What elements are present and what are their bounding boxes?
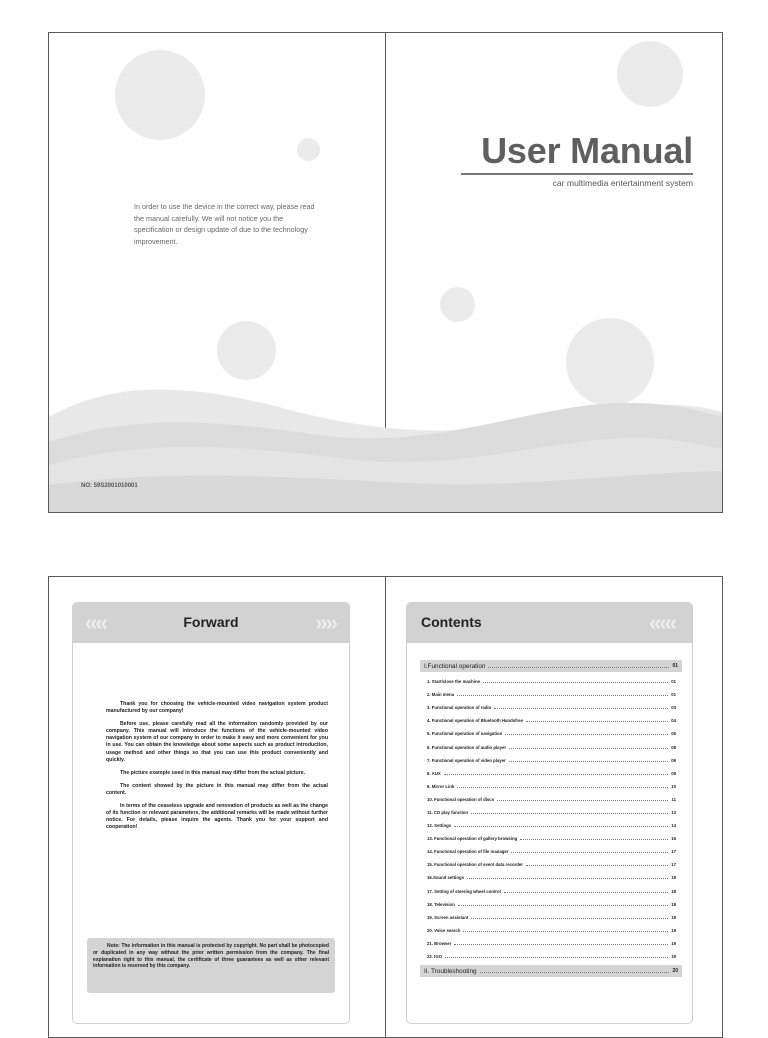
toc-leader (467, 878, 668, 879)
cover-spread (48, 32, 723, 513)
forward-paragraph: The content showed by the picture in this manual may differ from the actual content. (106, 782, 328, 796)
toc-item[interactable] (420, 714, 682, 727)
toc-leader (511, 852, 668, 853)
toc-item[interactable] (420, 806, 682, 819)
toc-item-label: 2. Main menu (427, 692, 455, 698)
toc-page: 10 (671, 783, 676, 789)
toc-section[interactable] (420, 660, 682, 672)
toc-leader (520, 839, 668, 840)
toc-section-label: II. Troubleshooting (424, 967, 477, 975)
toc-leader (497, 800, 668, 801)
toc-item[interactable] (420, 675, 682, 688)
toc-leader (509, 761, 668, 762)
toc-page: 01 (671, 679, 676, 685)
decor-circle (217, 321, 276, 380)
toc-items (420, 675, 682, 963)
toc-page: 08 (671, 744, 676, 750)
cover-subtitle: car multimedia entertainment system (552, 178, 693, 188)
forward-paragraph: The picture example used in this manual may differ from the actual picture. (120, 769, 306, 776)
toc-leader (457, 787, 668, 788)
toc-page: 18 (671, 875, 676, 881)
toc-item-label: 12. Settings (427, 823, 452, 829)
toc-leader (458, 905, 668, 906)
toc-item[interactable] (420, 832, 682, 845)
toc-item-label: 7. Functional operation of video player (427, 757, 506, 763)
toc-item[interactable] (420, 767, 682, 780)
toc-page: 13 (671, 809, 676, 815)
toc-page: 06 (671, 731, 676, 737)
inner-spread (48, 576, 723, 1038)
toc-leader (505, 734, 668, 735)
toc-page: 01 (671, 692, 676, 698)
decor-circle (617, 41, 683, 107)
toc-page: 04 (671, 718, 676, 724)
toc-item-label: 15. Functional operation of event data recorder (427, 862, 523, 868)
toc-item[interactable] (420, 793, 682, 806)
contents-header (407, 603, 692, 643)
toc-item[interactable] (420, 688, 682, 701)
toc-item[interactable] (420, 950, 682, 963)
toc-leader (483, 682, 668, 683)
toc-item[interactable] (420, 754, 682, 767)
toc-page: 17 (671, 862, 676, 868)
toc-leader (488, 667, 669, 668)
contents-list (420, 660, 682, 980)
toc-page: 16 (671, 836, 676, 842)
toc-leader (494, 708, 668, 709)
toc-page: 19 (671, 954, 676, 960)
toc-item-label: 9. Mirror Link (427, 783, 455, 789)
toc-leader (445, 957, 668, 958)
contents-title: Contents (421, 614, 482, 630)
toc-item-label: 20. Voice search (427, 927, 461, 933)
cover-title: User Manual (481, 130, 693, 171)
toc-item-label: 5. Functional operation of navigation (427, 731, 503, 737)
toc-page: 18 (671, 901, 676, 907)
forward-body (106, 701, 328, 837)
toc-page: 20 (672, 968, 678, 975)
toc-item[interactable] (420, 701, 682, 714)
toc-leader (471, 918, 668, 919)
toc-item[interactable] (420, 819, 682, 832)
toc-item-label: 8. AUX (427, 770, 441, 776)
toc-leader (509, 748, 668, 749)
toc-leader (526, 721, 668, 722)
toc-leader (526, 865, 668, 866)
toc-section-label: I.Functional operation (424, 662, 486, 670)
toc-page: 01 (672, 663, 678, 669)
toc-item[interactable] (420, 858, 682, 871)
toc-item-label: 6. Functional operation of audio player (427, 744, 507, 750)
toc-item-label: 16.Sound settings (427, 875, 465, 881)
toc-page: 17 (671, 849, 676, 855)
forward-title: Forward (183, 614, 239, 630)
toc-item[interactable] (420, 898, 682, 911)
page-divider (385, 577, 386, 1037)
toc-leader (454, 826, 668, 827)
toc-item[interactable] (420, 740, 682, 753)
toc-item-label: 3. Functional operation of radio (427, 705, 492, 711)
toc-page: 14 (671, 823, 676, 829)
toc-leader (480, 972, 670, 973)
title-underline (461, 173, 693, 175)
toc-item-label: 11. CD play function (427, 809, 469, 815)
decor-circle (440, 287, 475, 322)
toc-item[interactable] (420, 885, 682, 898)
copyright-note: Note: The information in this manual is protected by copyright. No part shall be photocopied or duplicated in any way without the prior written permission from the company. The final explanation right to this manual, the certificate of three guarantees as well as other relevant information is reserved by this company. (87, 938, 335, 993)
toc-leader (454, 944, 668, 945)
toc-page: 11 (671, 796, 676, 802)
toc-item-label: 19. Screen assistant (427, 914, 469, 920)
forward-paragraph: Before use, please carefully read all the information randomly provided by our company. This manual will introduce the functions of the vehicle-mounted video navigation system of our company in order to make it easy and more convenient for you in use. You can obtain the knowledge about some aspects such as product introduction, usage method and other things so that you can use this product conveniently and quickly. (106, 721, 328, 763)
toc-item-label: 18. Television (427, 901, 455, 907)
forward-panel (72, 602, 350, 1024)
toc-item[interactable] (420, 727, 682, 740)
toc-item-label: 17. Setting of steering wheel control (427, 888, 501, 894)
toc-leader (471, 813, 668, 814)
toc-item[interactable] (420, 924, 682, 937)
toc-item[interactable] (420, 845, 682, 858)
toc-leader (504, 892, 668, 893)
toc-item-label: 1. Start/close the machine (427, 679, 481, 685)
toc-page: 18 (671, 888, 676, 894)
toc-item-label: 14. Functional operation of file manager (427, 849, 509, 855)
chevron-left-icon: «««« (649, 610, 670, 635)
toc-leader (457, 695, 668, 696)
decor-circle (297, 138, 320, 161)
forward-header (73, 603, 349, 643)
toc-item-label: 13. Functional operation of gallery browsing (427, 836, 518, 842)
toc-page: 03 (671, 705, 676, 711)
decor-circle (115, 50, 205, 140)
chevron-right-icon: »»» (315, 610, 331, 635)
contents-panel (406, 602, 693, 1024)
toc-item-label: 22. IGO (427, 954, 443, 960)
toc-item[interactable] (420, 911, 682, 924)
wave-decoration (49, 377, 722, 512)
toc-item[interactable] (420, 871, 682, 884)
forward-paragraph: In terms of the ceaseless upgrade and renovation of products as well as the change of its function or relevant parameters, the additional remarks will be made without further notice. For details, please inquire the agents. Thank you for your support and cooperation! (106, 803, 328, 831)
toc-section[interactable] (420, 965, 682, 977)
toc-page: 09 (671, 757, 676, 763)
toc-item-label: 21. Browser (427, 940, 452, 946)
forward-paragraph: Thank you for choosing the vehicle-mounted video navigation system product manufactured by our company! (106, 701, 328, 715)
toc-page: 09 (671, 770, 676, 776)
toc-leader (444, 774, 669, 775)
toc-page: 18 (671, 914, 676, 920)
toc-page: 19 (671, 940, 676, 946)
toc-item-label: 10. Functional operation of discs (427, 796, 495, 802)
toc-item[interactable] (420, 780, 682, 793)
toc-item-label: 4. Functional operation of Bluetooth Handsfree (427, 718, 523, 724)
document-number: NO: 59S2001010001 (81, 483, 138, 489)
intro-text: In order to use the device in the correct way, please read the manual carefully. We will not notice you the specification or design update of due to the technology improvement. (134, 202, 315, 246)
chevron-left-icon: ««« (85, 610, 101, 635)
toc-page: 19 (671, 927, 676, 933)
toc-item[interactable] (420, 937, 682, 950)
toc-leader (463, 931, 668, 932)
